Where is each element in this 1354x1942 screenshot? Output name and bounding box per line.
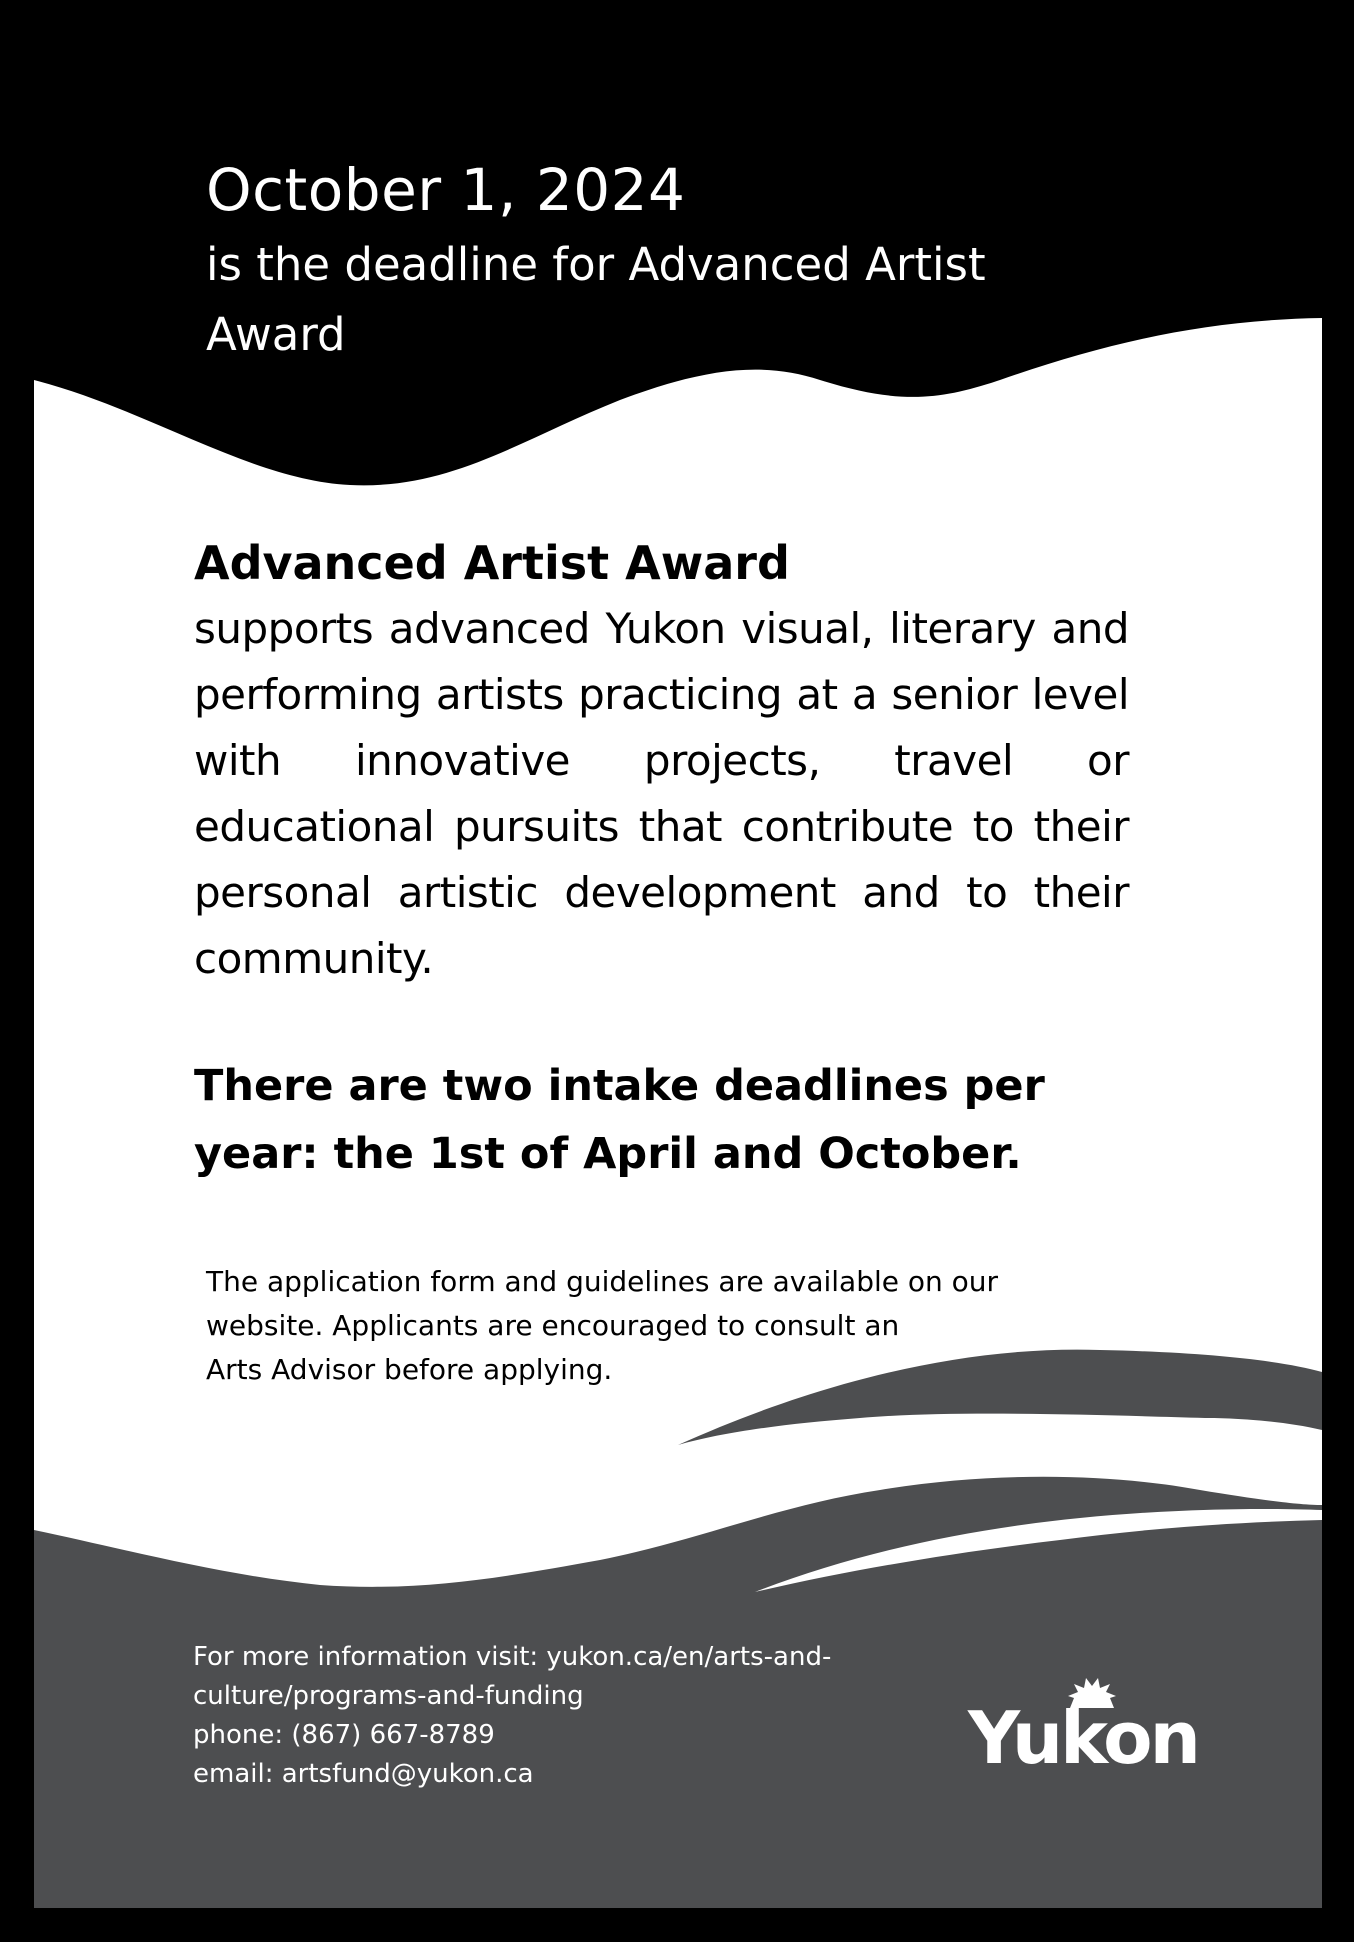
yukon-logo	[968, 1678, 1198, 1778]
info-link-line-2[interactable]: culture/programs-and-funding	[193, 1681, 584, 1711]
award-body: supports advanced Yukon visual, literary and performing artists practicing at a senior level with innovative projects, travel or educational pursuits that contribute to their personal artistic development and to their community.	[194, 604, 1129, 983]
application-line-1: The application form and guidelines are available on our	[206, 1265, 999, 1298]
application-line-2: website. Applicants are encouraged to consult an	[206, 1309, 900, 1342]
deadline-subtitle: is the deadline for Advanced Artist Award	[206, 238, 986, 361]
email-line[interactable]: email: artsfund@yukon.ca	[193, 1759, 534, 1789]
header-block	[206, 150, 1106, 370]
yukon-wordmark: Yukon	[968, 1696, 1198, 1780]
intake-deadlines	[194, 1052, 1094, 1188]
intake-line-1: There are two intake deadlines per	[194, 1061, 1045, 1111]
intake-line-2: year: the 1st of April and October.	[194, 1129, 1022, 1179]
info-link-line-1[interactable]: For more information visit: yukon.ca/en/arts-and-	[193, 1642, 832, 1672]
application-info	[206, 1260, 1106, 1392]
deadline-date: October 1, 2024	[206, 156, 686, 224]
phone-line: phone: (867) 667-8789	[193, 1720, 495, 1750]
application-line-3: Arts Advisor before applying.	[206, 1353, 613, 1386]
award-description	[194, 530, 1129, 992]
award-title: Advanced Artist Award	[194, 536, 790, 590]
contact-info	[193, 1638, 933, 1794]
